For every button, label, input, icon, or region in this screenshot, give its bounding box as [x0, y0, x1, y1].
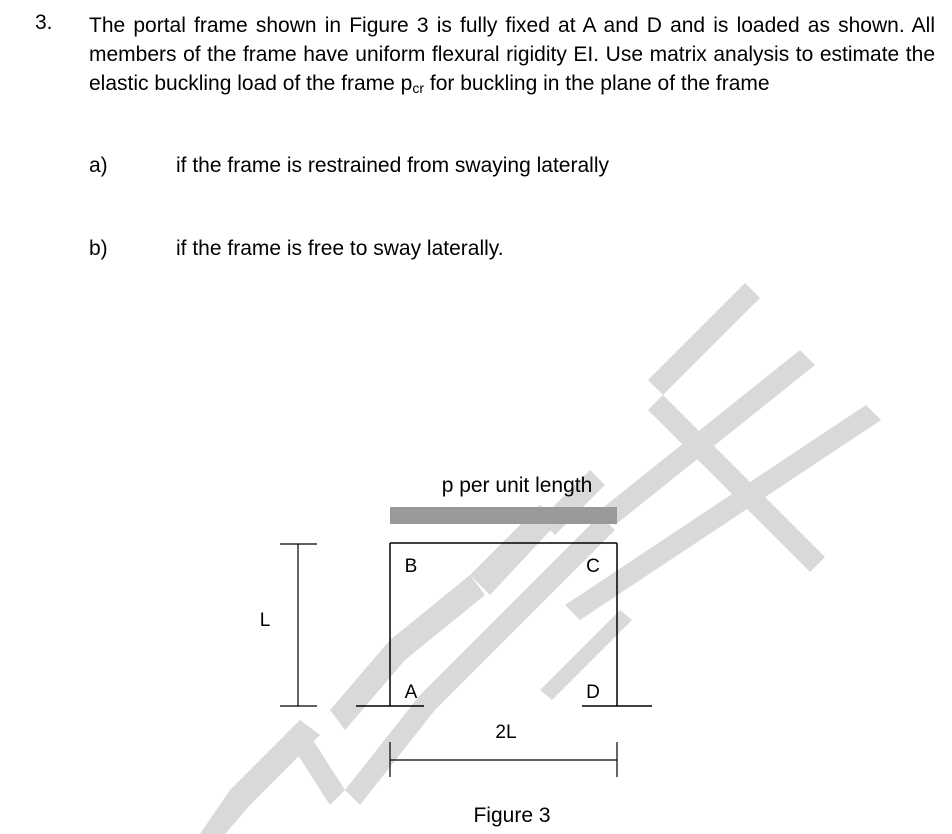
distributed-load-bar [390, 507, 617, 524]
node-b-label: B [404, 556, 418, 577]
question-number: 3. [35, 11, 53, 34]
question-text-end: for buckling in the plane of the frame [424, 72, 770, 95]
node-d-label: D [586, 682, 600, 703]
p-subscript: cr [412, 80, 425, 96]
part-a-text: if the frame is restrained from swaying laterally [176, 154, 609, 177]
height-label: L [259, 610, 271, 631]
part-a-label: a) [89, 154, 108, 177]
figure-caption: Figure 3 [473, 804, 551, 827]
part-b-text: if the frame is free to sway laterally. [176, 237, 504, 260]
part-b-label: b) [89, 237, 108, 260]
question-text-main: The portal frame shown in Figure 3 is fully fixed at A and D and is loaded as shown. All members of the frame have uniform flexural rigidity EI. Use matrix analysis to estimate the elastic buckling load of the frame p [89, 14, 935, 95]
width-label: 2L [495, 722, 517, 743]
load-label: p per unit length [441, 474, 593, 497]
sample-watermark [200, 283, 952, 834]
node-a-label: A [404, 682, 418, 703]
node-c-label: C [586, 556, 600, 577]
